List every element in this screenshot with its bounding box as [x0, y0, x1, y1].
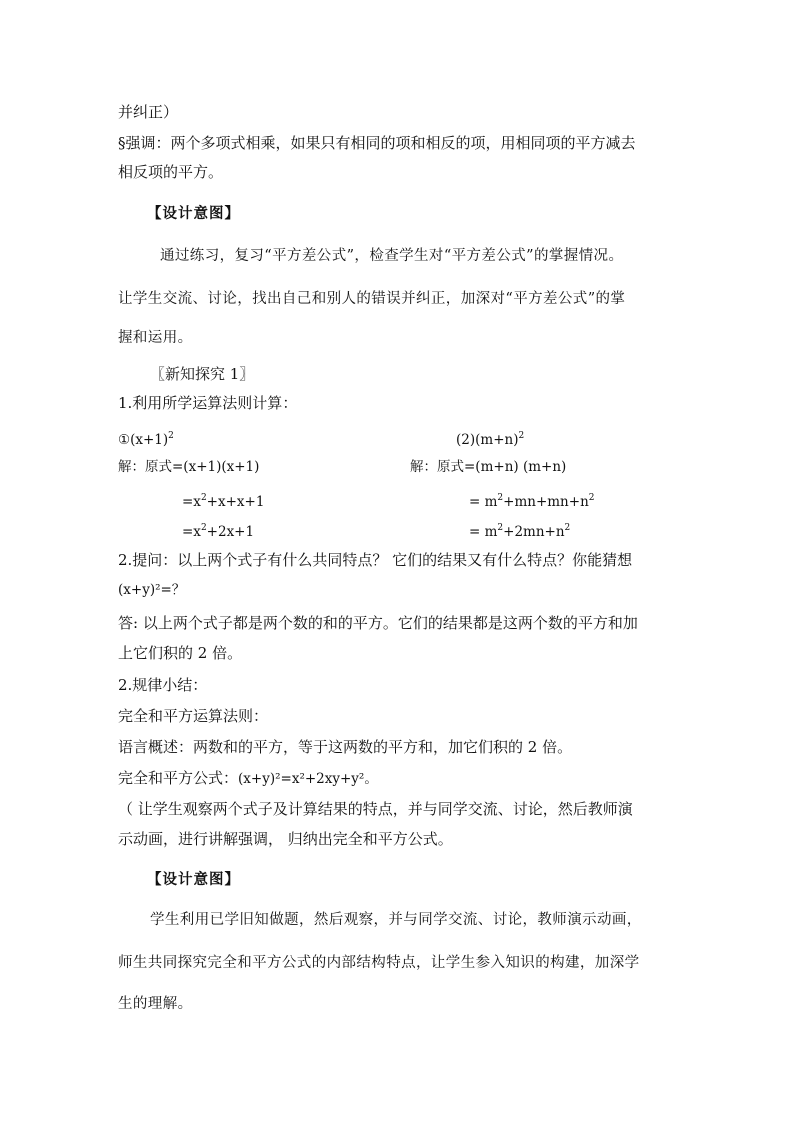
formula: (x+y)²=x²+2xy+y²。: [238, 771, 378, 787]
formula-label: 完全和平方公式：: [118, 769, 239, 787]
sol-exp: 2: [564, 523, 571, 533]
sol-part: +x+x+1: [206, 494, 265, 510]
teaching-note: 示动画，进行讲解强调， 归纳出完全和平方公式。: [118, 830, 453, 848]
problem-left-base: ①(x+1): [118, 432, 169, 448]
design-intent-text: 通过练习，复习“平方差公式”，检查学生对“平方差公式”的掌握情况。: [160, 248, 624, 264]
question-2-guess: (x+y)²=？: [118, 582, 186, 598]
solution-right-line1: 解：原式=(m+n) (m+n): [410, 459, 567, 475]
rule-language: 语言概述：两数和的平方，等于这两数的平方和，加它们积的 2 倍。: [118, 738, 573, 756]
design-intent-heading: 【设计意图】: [147, 205, 240, 222]
design-intent-text: 学生利用已学旧知做题，然后观察，并与同学交流、讨论，教师演示动画，: [150, 912, 642, 928]
problem-left-exp: 2: [168, 431, 174, 441]
design-intent-text: 让学生交流、讨论，找出自己和别人的错误并纠正，加深对“平方差公式”的掌: [118, 291, 626, 307]
question-1: 1.利用所学运算法则计算：: [118, 394, 298, 412]
sol-part: +2x+1: [206, 524, 255, 540]
teaching-note: （ 让学生观察两个式子及计算结果的特点，并与同学交流、讨论，然后教师演: [118, 800, 633, 818]
design-intent-text: 握和运用。: [118, 330, 193, 346]
summary-title: 2.规律小结：: [118, 676, 208, 694]
answer-line: 上它们积的 2 倍。: [118, 644, 243, 662]
sol-exp: 2: [497, 493, 504, 503]
sol-exp: 2: [497, 523, 504, 533]
emphasis-line-continued: 相反项的平方。: [118, 163, 224, 181]
sol-part: +2mn+n: [503, 524, 565, 540]
solution-left-line2: [182, 488, 264, 512]
sol-part: +mn+mn+n: [503, 494, 589, 510]
rule-title: 完全和平方运算法则：: [118, 707, 269, 725]
solution-left-line3: [182, 518, 254, 542]
problem-left: [118, 426, 174, 450]
problem-right-exp: 2: [518, 431, 525, 441]
design-intent-heading: 【设计意图】: [147, 871, 240, 888]
problem-right-base: (2)(m+n): [456, 432, 519, 448]
sol-part: = m: [469, 494, 498, 510]
problem-right: [456, 426, 524, 450]
solution-left-line1: 解：原式=(x+1)(x+1): [118, 459, 260, 475]
solution-right-line3: [469, 518, 570, 542]
sol-exp: 2: [200, 523, 207, 533]
question-2: 2.提问：以上两个式子有什么共同特点？ 它们的结果又有什么特点？你能猜想: [118, 551, 633, 569]
formula-line: [118, 768, 378, 789]
sol-part: =x: [182, 494, 201, 510]
design-intent-text: 生的理解。: [118, 996, 193, 1012]
sol-exp: 2: [200, 493, 207, 503]
sol-part: = m: [469, 524, 498, 540]
sol-part: =x: [182, 524, 201, 540]
explore-heading: 〖新知探究 1〗: [150, 365, 255, 383]
paragraph-line: 并纠正）: [118, 103, 179, 121]
emphasis-line: §强调：两个多项式相乘，如果只有相同的项和相反的项，用相同项的平方减去: [118, 134, 636, 152]
sol-exp: 2: [588, 493, 595, 503]
design-intent-text: 师生共同探究完全和平方公式的内部结构特点，让学生参入知识的构建，加深学: [118, 955, 640, 971]
solution-right-line2: [469, 488, 595, 512]
answer-line: 答: 以上两个式子都是两个数的和的平方。它们的结果都是这两个数的平方和加: [118, 614, 638, 632]
